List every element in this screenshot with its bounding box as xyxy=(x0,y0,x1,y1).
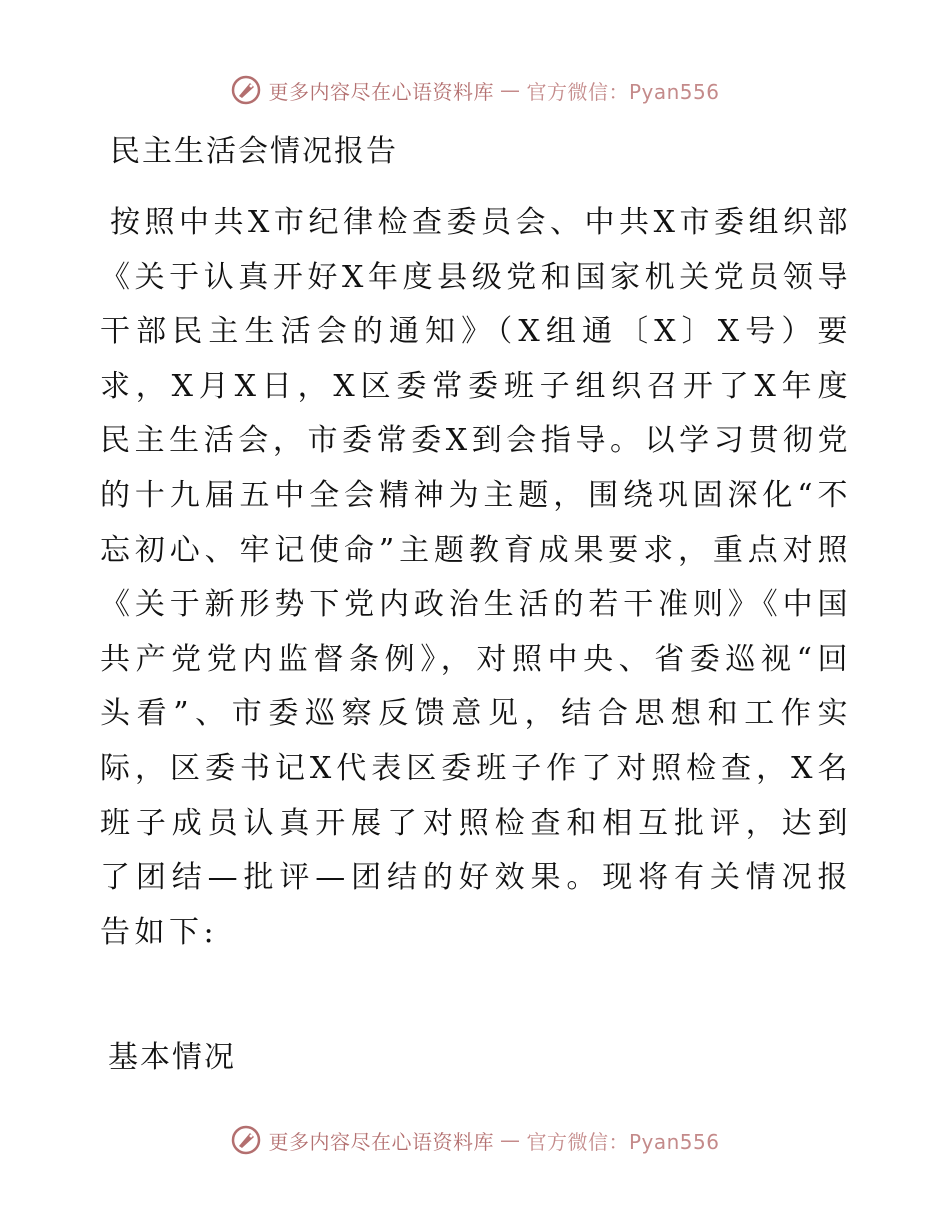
section-heading: 基本情况 xyxy=(108,1040,236,1075)
header-watermark xyxy=(0,74,950,106)
footer-watermark xyxy=(0,1124,950,1156)
watermark-separator: — xyxy=(499,1128,521,1152)
pen-nib-logo-icon xyxy=(230,74,262,106)
document-title: 民主生活会情况报告 xyxy=(110,134,398,169)
pen-nib-logo-icon xyxy=(230,1124,262,1156)
watermark-separator: — xyxy=(499,78,521,102)
watermark-wechat-text: 官方微信：Pyan556 xyxy=(526,79,720,104)
watermark-wechat-text: 官方微信：Pyan556 xyxy=(526,1129,720,1154)
watermark-main-text: 更多内容尽在心语资料库 xyxy=(268,1129,494,1154)
document-body-paragraph: 按照中共X市纪律检查委员会、中共X市委组织部《关于认真开好X年度县级党和国家机关党员领导干部民主生活会的通知》（X组通〔X〕X号）要求，X月X日，X区委常委班子组织召开了X年度民主生活会，市委常委X到会指导。以学习贯彻党的十九届五中全会精神为主题，围绕巩固深化“不忘初心、牢记使命”主题教育成果要求，重点对照《关于新形势下党内政治生活的若干准则》《中国共产党党内监督条例》，对照中央、省委巡视“回头看”、市委巡察反馈意见，结合思想和工作实际，区委书记X代表区委班子作了对照检查，X名班子成员认真开展了对照检查和相互批评，达到了团结—批评—团结的好效果。现将有关情况报告如下: xyxy=(100,205,852,950)
watermark-main-text: 更多内容尽在心语资料库 xyxy=(268,79,494,104)
